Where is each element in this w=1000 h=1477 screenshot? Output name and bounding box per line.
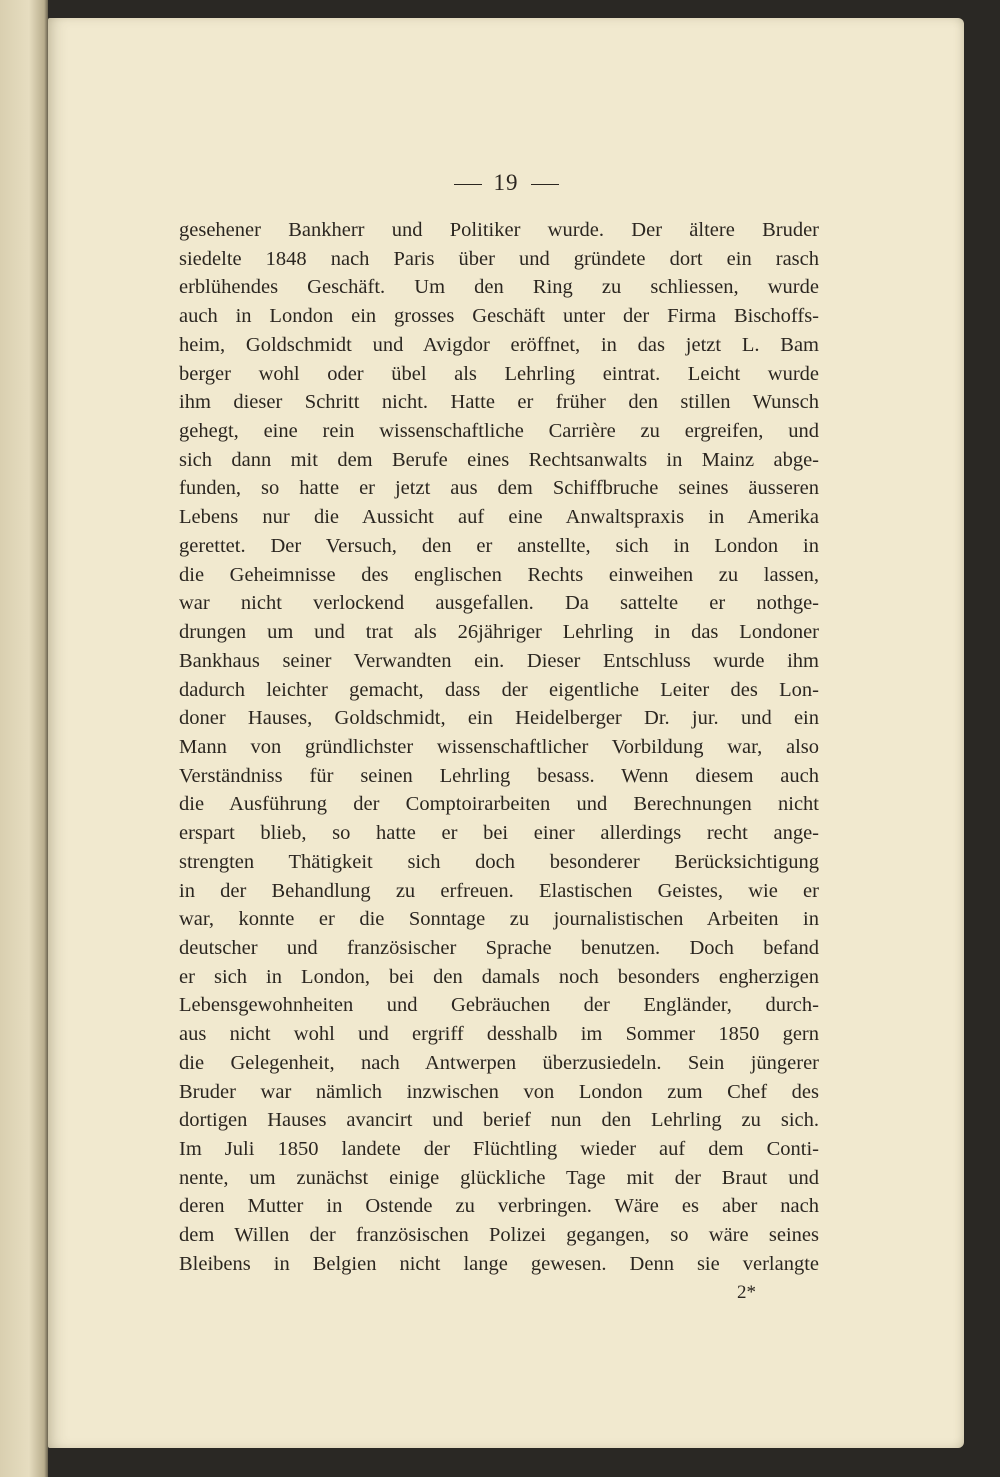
text-line: die Ausführung der Comptoirarbeiten und Berechnungen nicht xyxy=(179,793,819,816)
text-line: auch in London ein grosses Geschäft unter der Firma Bischoffs- xyxy=(179,305,819,328)
text-line: aus nicht wohl und ergriff desshalb im Sommer 1850 gern xyxy=(179,1023,819,1046)
text-line: Lebensgewohnheiten und Gebräuchen der Engländer, durch- xyxy=(179,994,819,1017)
header-dash-right xyxy=(531,184,559,185)
text-line: deren Mutter in Ostende zu verbringen. Wäre es aber nach xyxy=(179,1195,819,1218)
text-line: gerettet. Der Versuch, den er anstellte, sich in London in xyxy=(179,534,819,557)
text-line: war nicht verlockend ausgefallen. Da sattelte er nothge- xyxy=(179,592,819,615)
text-line: Bleibens in Belgien nicht lange gewesen. Denn sie verlangte xyxy=(179,1252,819,1275)
text-line: strengten Thätigkeit sich doch besonderer Berücksichtigung xyxy=(179,850,819,873)
text-line: Verständniss für seinen Lehrling besass. Wenn diesem auch xyxy=(179,764,819,787)
text-line: dortigen Hauses avancirt und berief nun den Lehrling zu sich. xyxy=(179,1109,819,1132)
text-line: erspart blieb, so hatte er bei einer allerdings recht ange- xyxy=(179,822,819,845)
text-line: heim, Goldschmidt und Avigdor eröffnet, in das jetzt L. Bam xyxy=(179,333,819,356)
header-dash-left xyxy=(454,184,482,185)
text-line: die Gelegenheit, nach Antwerpen überzusiedeln. Sein jüngerer xyxy=(179,1051,819,1074)
text-line: doner Hauses, Goldschmidt, ein Heidelberger Dr. jur. und ein xyxy=(179,707,819,730)
text-line: nente, um zunächst einige glückliche Tage mit der Braut und xyxy=(179,1166,819,1189)
text-line: Bruder war nämlich inzwischen von London zum Chef des xyxy=(179,1080,819,1103)
page-number: 19 xyxy=(493,170,519,195)
signature-mark: 2* xyxy=(737,1282,756,1303)
text-line: Bankhaus seiner Verwandten ein. Dieser Entschluss wurde ihm xyxy=(179,649,819,672)
text-line: ihm dieser Schritt nicht. Hatte er früher den stillen Wunsch xyxy=(179,391,819,414)
text-line: erblühendes Geschäft. Um den Ring zu schliessen, wurde xyxy=(179,276,819,299)
text-line: dadurch leichter gemacht, dass der eigentliche Leiter des Lon- xyxy=(179,678,819,701)
text-line: in der Behandlung zu erfreuen. Elastischen Geistes, wie er xyxy=(179,879,819,902)
text-line: berger wohl oder übel als Lehrling eintrat. Leicht wurde xyxy=(179,362,819,385)
text-line: deutscher und französischer Sprache benutzen. Doch befand xyxy=(179,936,819,959)
text-line: siedelte 1848 nach Paris über und gründete dort ein rasch xyxy=(179,247,819,270)
text-line: dem Willen der französischen Polizei gegangen, so wäre seines xyxy=(179,1224,819,1247)
body-text xyxy=(179,216,819,1279)
book-page xyxy=(48,18,964,1448)
text-line: Lebens nur die Aussicht auf eine Anwaltspraxis in Amerika xyxy=(179,506,819,529)
text-line: er sich in London, bei den damals noch besonders engherzigen xyxy=(179,965,819,988)
previous-page-edge xyxy=(0,0,48,1477)
text-line: gesehener Bankherr und Politiker wurde. Der ältere Bruder xyxy=(179,219,819,241)
text-line: sich dann mit dem Berufe eines Rechtsanwalts in Mainz abge- xyxy=(179,448,819,471)
page-number-header xyxy=(48,170,964,196)
text-line: gehegt, eine rein wissenschaftliche Carrière zu ergreifen, und xyxy=(179,420,819,443)
text-line: war, konnte er die Sonntage zu journalistischen Arbeiten in xyxy=(179,908,819,931)
text-line: Mann von gründlichster wissenschaftlicher Vorbildung war, also xyxy=(179,735,819,758)
text-line: Im Juli 1850 landete der Flüchtling wieder auf dem Conti- xyxy=(179,1138,819,1160)
text-line: die Geheimnisse des englischen Rechts einweihen zu lassen, xyxy=(179,563,819,586)
text-line: drungen um und trat als 26jähriger Lehrling in das Londoner xyxy=(179,621,819,644)
text-line: funden, so hatte er jetzt aus dem Schiffbruche seines äusseren xyxy=(179,477,819,500)
